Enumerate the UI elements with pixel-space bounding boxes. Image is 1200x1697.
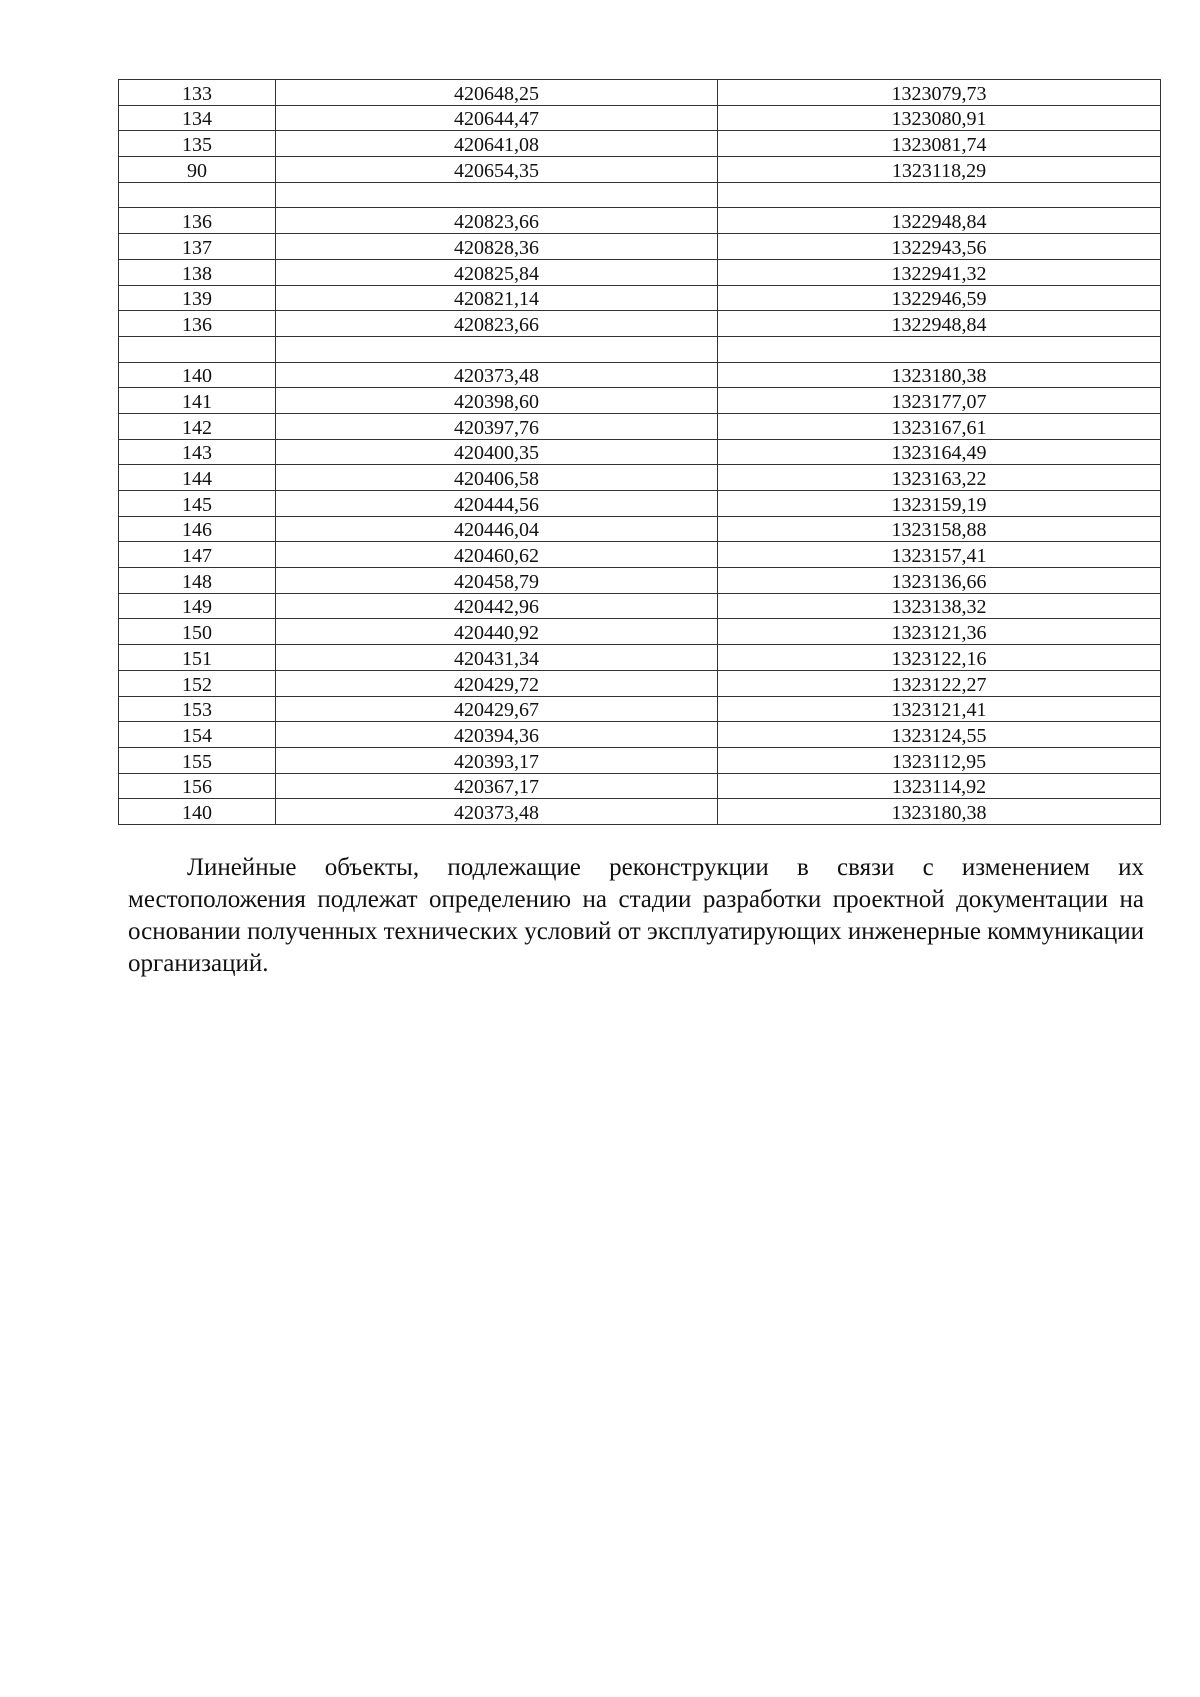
y-coordinate-cell: 1323180,38	[718, 799, 1161, 825]
table-row	[119, 542, 1161, 568]
table-row	[119, 80, 1161, 106]
point-number-cell: 140	[119, 799, 276, 825]
point-number-cell: 154	[119, 722, 276, 748]
y-coordinate-cell: 1323163,22	[718, 465, 1161, 491]
point-number-cell: 152	[119, 670, 276, 696]
table-separator-row	[119, 336, 1161, 362]
y-coordinate-cell: 1323122,27	[718, 670, 1161, 696]
point-number-cell: 149	[119, 593, 276, 619]
table-row	[119, 568, 1161, 594]
point-number-cell: 139	[119, 285, 276, 311]
table-row	[119, 439, 1161, 465]
y-coordinate-cell: 1323079,73	[718, 80, 1161, 106]
x-coordinate-cell: 420373,48	[276, 799, 718, 825]
y-coordinate-cell: 1323112,95	[718, 747, 1161, 773]
x-coordinate-cell	[276, 336, 718, 362]
y-coordinate-cell: 1323177,07	[718, 388, 1161, 414]
table-row	[119, 773, 1161, 799]
x-coordinate-cell: 420828,36	[276, 234, 718, 260]
x-coordinate-cell: 420823,66	[276, 311, 718, 337]
x-coordinate-cell: 420654,35	[276, 157, 718, 183]
x-coordinate-cell: 420648,25	[276, 80, 718, 106]
x-coordinate-cell: 420458,79	[276, 568, 718, 594]
y-coordinate-cell: 1323080,91	[718, 105, 1161, 131]
table-row	[119, 799, 1161, 825]
y-coordinate-cell: 1323164,49	[718, 439, 1161, 465]
x-coordinate-cell: 420393,17	[276, 747, 718, 773]
table-row	[119, 619, 1161, 645]
x-coordinate-cell: 420644,47	[276, 105, 718, 131]
y-coordinate-cell: 1323121,41	[718, 696, 1161, 722]
x-coordinate-cell: 420406,58	[276, 465, 718, 491]
coordinates-table	[118, 79, 1161, 825]
x-coordinate-cell: 420825,84	[276, 259, 718, 285]
point-number-cell: 142	[119, 413, 276, 439]
y-coordinate-cell: 1322948,84	[718, 208, 1161, 234]
y-coordinate-cell: 1323114,92	[718, 773, 1161, 799]
y-coordinate-cell: 1323167,61	[718, 413, 1161, 439]
y-coordinate-cell: 1323180,38	[718, 362, 1161, 388]
x-coordinate-cell: 420440,92	[276, 619, 718, 645]
x-coordinate-cell: 420373,48	[276, 362, 718, 388]
y-coordinate-cell: 1323136,66	[718, 568, 1161, 594]
y-coordinate-cell: 1323158,88	[718, 516, 1161, 542]
y-coordinate-cell: 1323121,36	[718, 619, 1161, 645]
x-coordinate-cell: 420821,14	[276, 285, 718, 311]
note-paragraph: Линейные объекты, подлежащие реконструкции в связи с изменением их местоположения подлежат определению на стадии разработки проектной документации на основании полученных технических условий от эксплуатирующих инженерные коммуникации организаций.	[128, 854, 1144, 977]
table-row	[119, 645, 1161, 671]
point-number-cell: 156	[119, 773, 276, 799]
y-coordinate-cell: 1322943,56	[718, 234, 1161, 260]
table-row	[119, 593, 1161, 619]
table-row	[119, 413, 1161, 439]
table-row	[119, 234, 1161, 260]
table-row	[119, 311, 1161, 337]
x-coordinate-cell: 420394,36	[276, 722, 718, 748]
coordinates-table-body	[119, 80, 1161, 825]
point-number-cell: 134	[119, 105, 276, 131]
point-number-cell: 153	[119, 696, 276, 722]
table-row	[119, 131, 1161, 157]
table-row	[119, 105, 1161, 131]
table-row	[119, 157, 1161, 183]
point-number-cell: 146	[119, 516, 276, 542]
y-coordinate-cell	[718, 182, 1161, 208]
table-row	[119, 696, 1161, 722]
point-number-cell: 155	[119, 747, 276, 773]
x-coordinate-cell: 420442,96	[276, 593, 718, 619]
table-row	[119, 208, 1161, 234]
x-coordinate-cell: 420400,35	[276, 439, 718, 465]
table-row	[119, 362, 1161, 388]
x-coordinate-cell: 420398,60	[276, 388, 718, 414]
y-coordinate-cell: 1323138,32	[718, 593, 1161, 619]
table-row	[119, 465, 1161, 491]
point-number-cell: 151	[119, 645, 276, 671]
point-number-cell: 136	[119, 311, 276, 337]
table-separator-row	[119, 182, 1161, 208]
point-number-cell: 138	[119, 259, 276, 285]
point-number-cell: 137	[119, 234, 276, 260]
table-row	[119, 259, 1161, 285]
point-number-cell	[119, 182, 276, 208]
point-number-cell: 148	[119, 568, 276, 594]
x-coordinate-cell: 420446,04	[276, 516, 718, 542]
y-coordinate-cell: 1323159,19	[718, 491, 1161, 517]
table-row	[119, 516, 1161, 542]
x-coordinate-cell: 420397,76	[276, 413, 718, 439]
point-number-cell: 141	[119, 388, 276, 414]
table-row	[119, 747, 1161, 773]
point-number-cell: 135	[119, 131, 276, 157]
x-coordinate-cell: 420429,72	[276, 670, 718, 696]
point-number-cell	[119, 336, 276, 362]
y-coordinate-cell: 1323118,29	[718, 157, 1161, 183]
point-number-cell: 145	[119, 491, 276, 517]
x-coordinate-cell: 420367,17	[276, 773, 718, 799]
point-number-cell: 143	[119, 439, 276, 465]
x-coordinate-cell: 420431,34	[276, 645, 718, 671]
point-number-cell: 144	[119, 465, 276, 491]
y-coordinate-cell: 1323124,55	[718, 722, 1161, 748]
point-number-cell: 140	[119, 362, 276, 388]
y-coordinate-cell: 1323081,74	[718, 131, 1161, 157]
x-coordinate-cell	[276, 182, 718, 208]
table-row	[119, 388, 1161, 414]
point-number-cell: 147	[119, 542, 276, 568]
y-coordinate-cell: 1323122,16	[718, 645, 1161, 671]
x-coordinate-cell: 420460,62	[276, 542, 718, 568]
point-number-cell: 133	[119, 80, 276, 106]
x-coordinate-cell: 420444,56	[276, 491, 718, 517]
table-row	[119, 491, 1161, 517]
y-coordinate-cell: 1323157,41	[718, 542, 1161, 568]
y-coordinate-cell: 1322946,59	[718, 285, 1161, 311]
x-coordinate-cell: 420429,67	[276, 696, 718, 722]
point-number-cell: 90	[119, 157, 276, 183]
table-row	[119, 670, 1161, 696]
x-coordinate-cell: 420823,66	[276, 208, 718, 234]
point-number-cell: 136	[119, 208, 276, 234]
point-number-cell: 150	[119, 619, 276, 645]
table-row	[119, 285, 1161, 311]
y-coordinate-cell: 1322948,84	[718, 311, 1161, 337]
table-row	[119, 722, 1161, 748]
y-coordinate-cell	[718, 336, 1161, 362]
y-coordinate-cell: 1322941,32	[718, 259, 1161, 285]
x-coordinate-cell: 420641,08	[276, 131, 718, 157]
